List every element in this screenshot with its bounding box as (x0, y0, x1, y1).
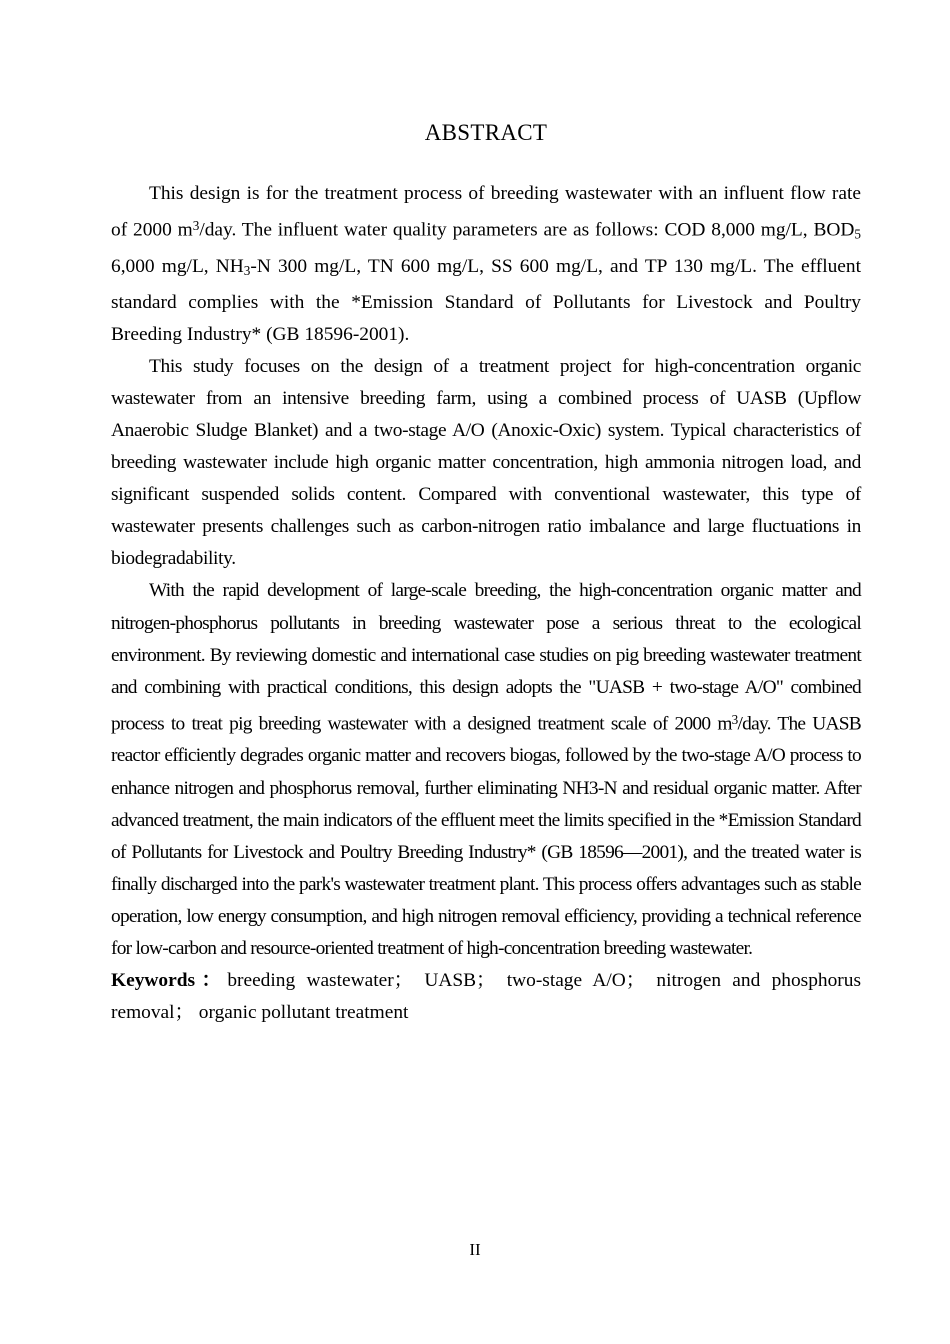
keywords-colon: ： (195, 970, 228, 992)
p1-text-d: -N 300 mg/L, TN 600 mg/L, SS 600 mg/L, and TP 130 mg/L. The effluent standard complies with the *Emission Standard of Pollutants for Livestock and Poultry Breeding Industry* (GB 18596-2001). (111, 255, 861, 345)
keywords-line (111, 965, 861, 1029)
keywords-label: Keywords (111, 970, 196, 992)
p1-text-b: /day. The influent water quality parameters are as follows: COD 8,000 mg/L, BOD (199, 219, 855, 241)
document-body (111, 0, 861, 1029)
p1-superscript-cubic: 3 (192, 218, 200, 234)
page-number: II (469, 1240, 481, 1259)
abstract-paragraph-2: This study focuses on the design of a treatment project for high-concentration organic wastewater from an intensive breeding farm, using a combined process of UASB (Upflow Anaerobic Sludge Blanket) and a two-stage A/O (Anoxic-Oxic) system. Typical characteristics of breeding wastewater include high organic matter concentration, high ammonia nitrogen load, and significant suspended solids content. Compared with conventional wastewater, this type of wastewater presents challenges such as carbon-nitrogen ratio imbalance and large fluctuations in biodegradability. (111, 355, 861, 570)
abstract-paragraph-1 (111, 178, 861, 351)
p1-subscript-nh3: 3 (243, 262, 251, 278)
p3-text-b: /day. The UASB reactor efficiently degrades organic matter and recovers biogas, followed by the two-stage A/O process to enhance nitrogen and phosphorus removal, further eliminating NH3-N and residual organic matter. After advanced treatment, the main indicators of the effluent meet the limits specified in the *Emission Standard of Pollutants for Livestock and Poultry Breeding Industry* (GB 18596—2001), and the treated water is finally discharged into the park's wastewater treatment plant. This process offers advantages such as stable operation, low energy consumption, and high nitrogen removal efficiency, providing a technical reference for low-carbon and resource-oriented treatment of high-concentration breeding wastewater. (111, 713, 861, 959)
page-title: ABSTRACT (424, 120, 548, 145)
p1-subscript-bod5: 5 (854, 226, 861, 242)
keywords-values: breeding wastewater； UASB； two-stage A/O； nitrogen and phosphorus removal； organic pollutant treatment (111, 970, 862, 1024)
p1-text-a: This design is for the treatment process of breeding wastewater with an influent flow rate of 2000 m (111, 183, 861, 241)
abstract-paragraph-3 (111, 575, 861, 965)
p3-text-a: With the rapid development of large-scale breeding, the high-concentration organic matter and nitrogen-phosphorus pollutants in breeding wastewater pose a serious threat to the ecological environment. By reviewing domestic and international case studies on pig breeding wastewater treatment and combining with practical conditions, this design adopts the "UASB + two-stage A/O" combined process to treat pig breeding wastewater with a designed treatment scale of 2000 m (111, 580, 861, 735)
p3-superscript-cubic: 3 (731, 711, 738, 727)
p1-text-c: 6,000 mg/L, NH (111, 255, 244, 277)
